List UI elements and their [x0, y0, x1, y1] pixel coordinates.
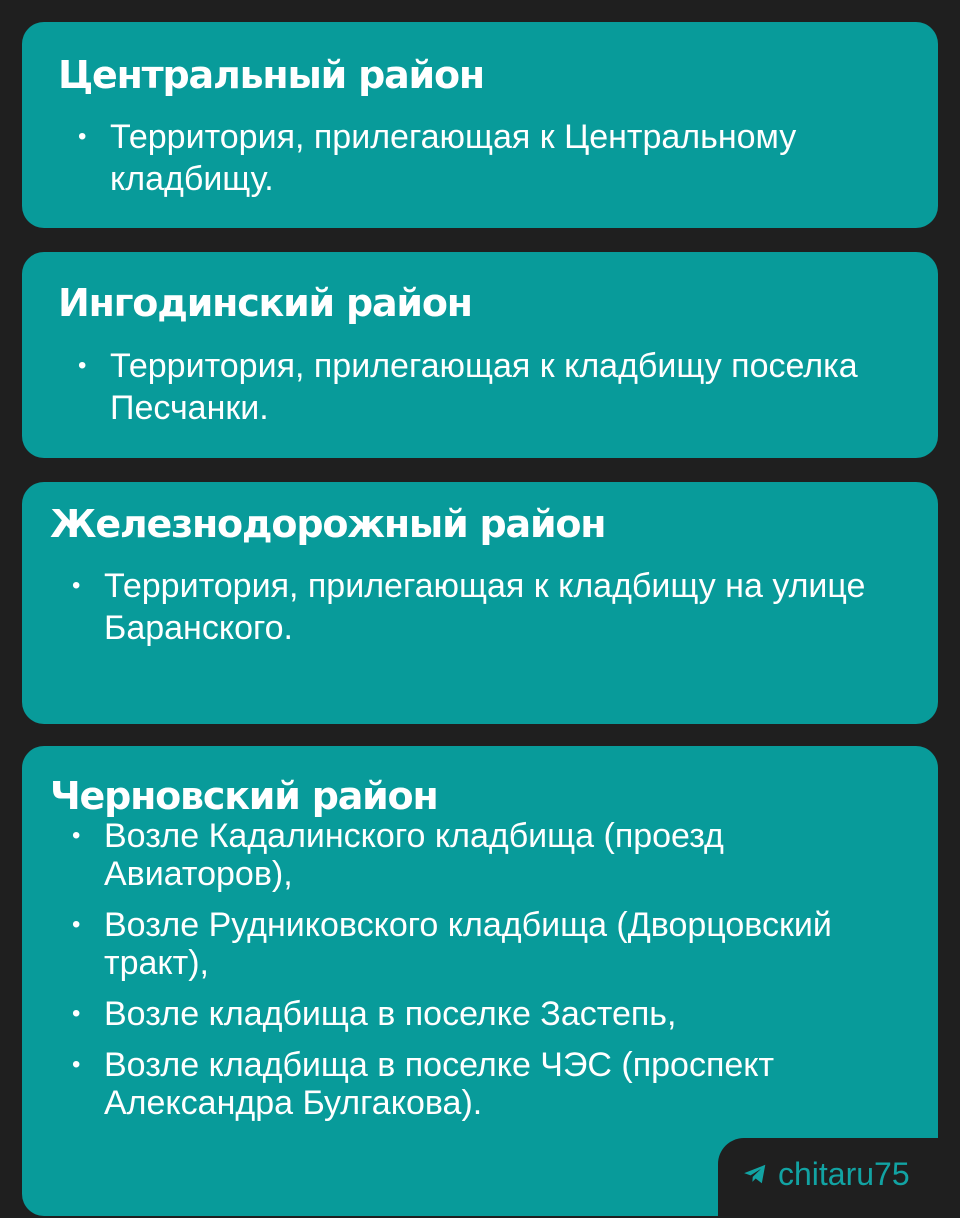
district-list [78, 345, 908, 429]
district-title: Центральный район [58, 53, 484, 97]
list-item: • Территория, прилегающая к Центральному кладбищу. [78, 116, 918, 200]
district-list [72, 565, 912, 649]
list-item: • Возле кладбища в поселке Застепь, [72, 995, 892, 1033]
list-item: • Территория, прилегающая к кладбищу поселка Песчанки. [78, 345, 908, 429]
list-item: • Возле Кадалинского кладбища (проезд Авиаторов), [72, 817, 892, 893]
district-title: Ингодинский район [58, 281, 472, 325]
district-list [72, 817, 892, 1122]
district-title: Железнодорожный район [50, 502, 606, 546]
list-item: • Возле кладбища в поселке ЧЭС (проспект Александра Булгакова). [72, 1046, 892, 1122]
channel-handle: chitaru75 [778, 1156, 910, 1192]
district-list [78, 116, 918, 200]
district-title: Черновский район [50, 774, 438, 818]
channel-badge [718, 1138, 960, 1218]
telegram-icon [742, 1161, 768, 1187]
list-item: • Территория, прилегающая к кладбищу на улице Баранского. [72, 565, 912, 649]
list-item: • Возле Рудниковского кладбища (Дворцовский тракт), [72, 906, 892, 982]
